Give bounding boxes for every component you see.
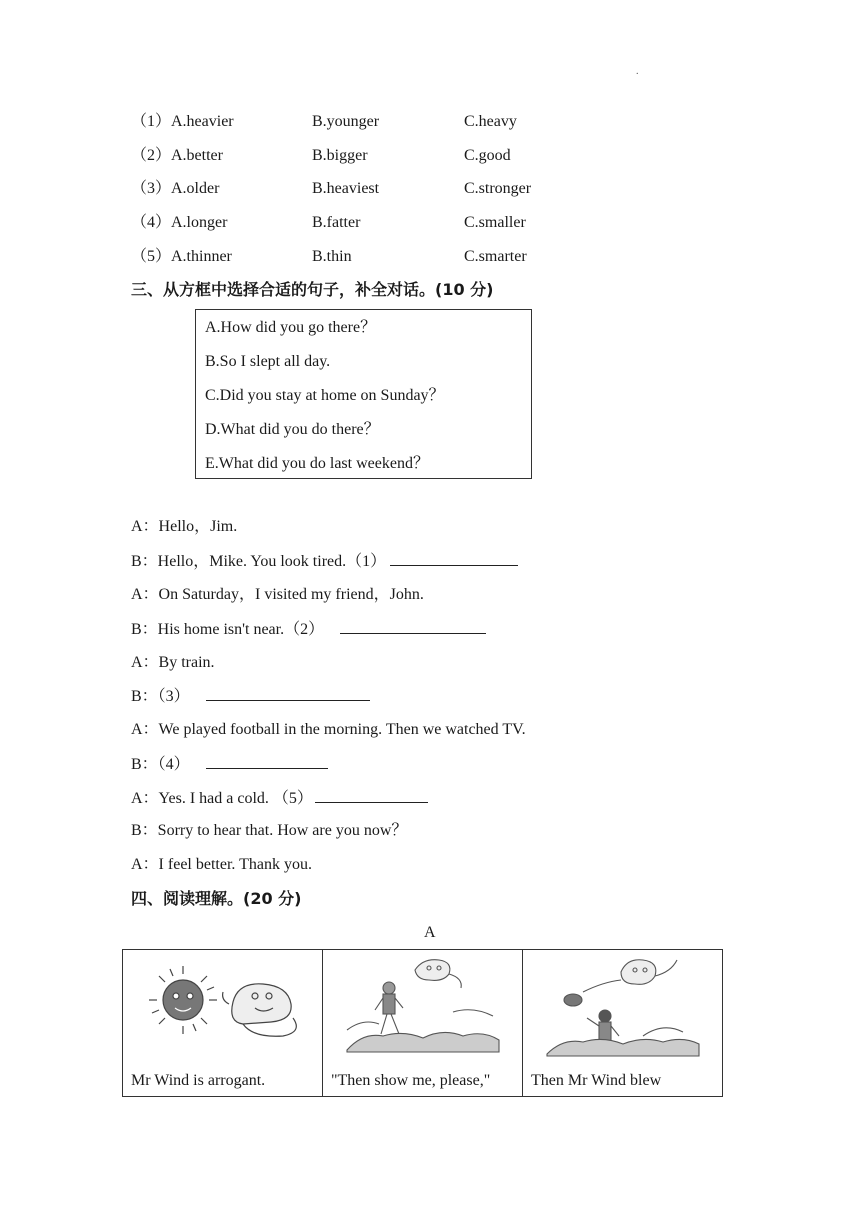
dialogue-line-with-blank xyxy=(131,686,370,707)
option-c: C.heavy xyxy=(464,113,517,130)
dialogue-text: B：Hello，Mike. You look tired.（1） xyxy=(131,553,387,570)
answer-blank-3[interactable] xyxy=(206,686,370,701)
caption-2: "Then show me, please," xyxy=(331,1072,491,1089)
story-picture-table xyxy=(122,949,723,1097)
dialogue-line-with-blank xyxy=(131,551,518,572)
dialogue-line-with-blank xyxy=(131,619,486,640)
caption-1: Mr Wind is arrogant. xyxy=(131,1072,266,1089)
option-c: C.smarter xyxy=(464,248,527,265)
story-cell-1 xyxy=(123,950,323,1097)
dialogue-line: A：Hello，Jim. xyxy=(131,518,238,535)
option-c: C.good xyxy=(464,147,511,164)
option-b: B.fatter xyxy=(312,214,361,231)
dialogue-text: B：His home isn't near.（2） xyxy=(131,621,325,638)
option-a: （3）A.older xyxy=(131,180,220,197)
caption-3: Then Mr Wind blew xyxy=(531,1072,662,1089)
dialogue-text: B：（4） xyxy=(131,756,190,773)
story-cell-2 xyxy=(323,950,523,1097)
dialogue-line-with-blank xyxy=(131,754,328,775)
dialogue-text: A：Yes. I had a cold. （5） xyxy=(131,790,313,807)
option-c: C.stronger xyxy=(464,180,532,197)
option-c: C.smaller xyxy=(464,214,526,231)
dialogue-line: A：I feel better. Thank you. xyxy=(131,856,312,873)
option-a: （1）A.heavier xyxy=(131,113,234,130)
answer-blank-1[interactable] xyxy=(390,551,518,566)
option-b: B.bigger xyxy=(312,147,368,164)
man-walking-with-wind-illustration xyxy=(343,952,513,1062)
option-b: B.heaviest xyxy=(312,180,380,197)
section-3-heading: 三、从方框中选择合适的句子，补全对话。(10 分) xyxy=(131,280,494,299)
dialogue-line: A：We played football in the morning. Then we watched TV. xyxy=(131,721,526,738)
box-sentence: D.What did you do there？ xyxy=(205,421,380,438)
option-a: （5）A.thinner xyxy=(131,248,232,265)
answer-blank-2[interactable] xyxy=(340,619,486,634)
dialogue-line-with-blank xyxy=(131,788,428,809)
dialogue-line: A：By train. xyxy=(131,654,215,671)
page-mark: . xyxy=(636,66,639,77)
section-4-heading: 四、阅读理解。(20 分) xyxy=(131,889,302,908)
dialogue-text: B：（3） xyxy=(131,688,190,705)
sun-and-wind-illustration xyxy=(143,952,313,1052)
dialogue-line: B：Sorry to hear that. How are you now？ xyxy=(131,822,408,839)
dialogue-line: A：On Saturday，I visited my friend，John. xyxy=(131,586,424,603)
option-b: B.younger xyxy=(312,113,380,130)
sentence-box xyxy=(195,309,532,479)
wind-blowing-hat-illustration xyxy=(543,952,713,1062)
option-b: B.thin xyxy=(312,248,352,265)
passage-label: A xyxy=(424,924,436,941)
answer-blank-4[interactable] xyxy=(206,754,328,769)
answer-blank-5[interactable] xyxy=(315,788,428,803)
option-a: （2）A.better xyxy=(131,147,223,164)
option-a: （4）A.longer xyxy=(131,214,228,231)
story-cell-3 xyxy=(523,950,723,1097)
box-sentence: E.What did you do last weekend？ xyxy=(205,455,429,472)
box-sentence: A.How did you go there？ xyxy=(205,319,377,336)
box-sentence: B.So I slept all day. xyxy=(205,353,331,370)
box-sentence: C.Did you stay at home on Sunday？ xyxy=(205,387,445,404)
